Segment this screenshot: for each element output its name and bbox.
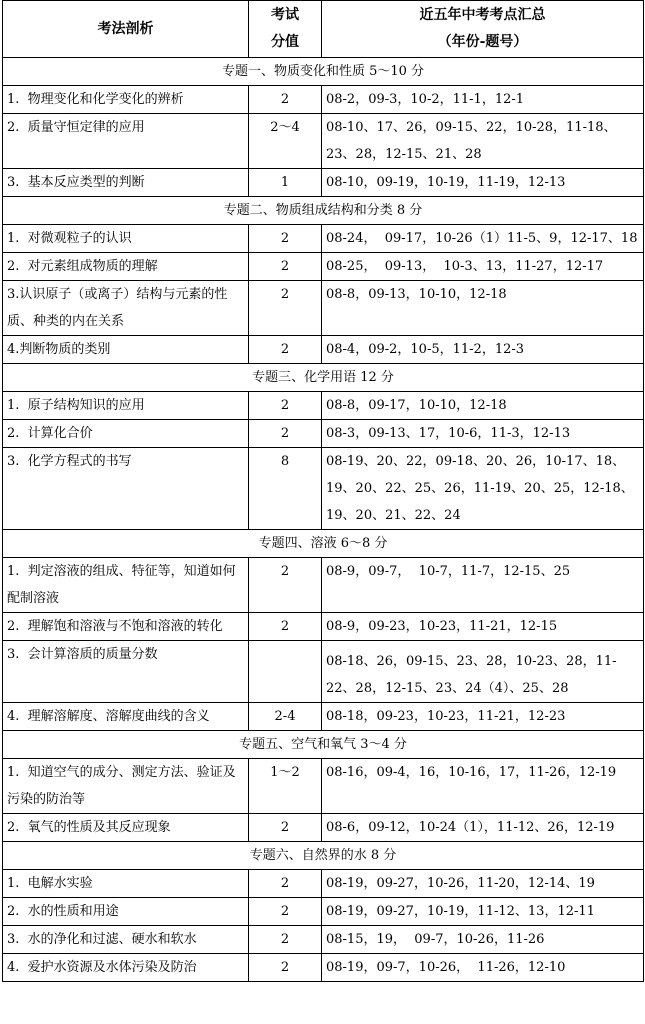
item-cell: 3.认识原子（或离子）结构与元素的性质、种类的内在关系 [3,281,249,336]
header-score-line2: 分值 [271,34,299,50]
table-row [3,253,644,281]
item-cell: 2. 理解饱和溶液与不饱和溶液的转化 [3,613,249,641]
codes-cell: 08-25， 09-13， 10-3、13，11-27，12-17 [322,253,644,281]
section-row [3,842,644,870]
section-title: 专题六、自然界的水 8 分 [3,842,644,870]
table-row [3,225,644,253]
header-codes [322,1,644,58]
section-title: 专题五、空气和氧气 3～4 分 [3,731,644,759]
item-cell: 2. 对元素组成物质的理解 [3,253,249,281]
score-cell: 2 [249,814,322,842]
table-row [3,392,644,420]
table-row [3,870,644,898]
section-row [3,530,644,558]
header-score-line1: 考试 [271,7,299,23]
codes-cell: 08-18，09-23，10-23，11-21，12-23 [322,703,644,731]
header-analysis: 考法剖析 [3,1,249,58]
score-cell: 2 [249,870,322,898]
score-cell: 1 [249,169,322,197]
score-cell: 2-4 [249,703,322,731]
table-row [3,281,644,336]
item-cell: 1. 电解水实验 [3,870,249,898]
header-codes-line1: 近五年中考考点汇总 [419,7,546,23]
codes-cell: 08-6，09-12，10-24（1），11-12、26，12-19 [322,814,644,842]
score-cell: 2 [249,86,322,114]
score-cell: 2 [249,336,322,364]
codes-cell: 08-2，09-3，10-2，11-1，12-1 [322,86,644,114]
table-row [3,558,644,613]
item-cell: 2. 氧气的性质及其反应现象 [3,814,249,842]
table-row [3,169,644,197]
item-cell: 1. 原子结构知识的应用 [3,392,249,420]
section-row [3,364,644,392]
table-row [3,641,644,703]
codes-cell: 08-9，09-7， 10-7，11-7，12-15、25 [322,558,644,613]
section-title: 专题三、化学用语 12 分 [3,364,644,392]
item-cell: 4. 理解溶解度、溶解度曲线的含义 [3,703,249,731]
score-cell: 2 [249,281,322,336]
item-cell: 2. 计算化合价 [3,420,249,448]
table-row [3,926,644,954]
score-cell [249,641,322,703]
item-cell: 3. 基本反应类型的判断 [3,169,249,197]
item-cell: 3. 水的净化和过滤、硬水和软水 [3,926,249,954]
item-cell: 4.判断物质的类别 [3,336,249,364]
item-cell: 2. 水的性质和用途 [3,898,249,926]
table-row [3,898,644,926]
codes-cell: 08-9，09-23，10-23，11-21，12-15 [322,613,644,641]
codes-cell: 08-16，09-4，16，10-16，17，11-26，12-19 [322,759,644,814]
table-row [3,336,644,364]
score-cell: 2 [249,558,322,613]
codes-cell: 08-19，09-27，10-26，11-20，12-14、19 [322,870,644,898]
table-row [3,114,644,169]
item-cell: 1. 知道空气的成分、测定方法、验证及污染的防治等 [3,759,249,814]
codes-cell: 08-18、26，09-15、23、28，10-23、28，11-22、28，12-15、23、24（4）、25、28 [322,641,644,703]
section-title: 专题一、物质变化和性质 5～10 分 [3,58,644,86]
score-cell: 2 [249,392,322,420]
section-row [3,197,644,225]
section-row [3,731,644,759]
score-cell: 8 [249,448,322,530]
score-cell: 2 [249,420,322,448]
table-row [3,86,644,114]
table-row [3,420,644,448]
table-row [3,613,644,641]
item-cell: 3. 化学方程式的书写 [3,448,249,530]
item-cell: 4. 爱护水资源及水体污染及防治 [3,954,249,982]
score-cell: 2～4 [249,114,322,169]
table-row [3,759,644,814]
codes-cell: 08-8，09-13，10-10，12-18 [322,281,644,336]
score-cell: 2 [249,898,322,926]
codes-cell: 08-3，09-13、17，10-6，11-3，12-13 [322,420,644,448]
table-row [3,954,644,982]
table-row [3,703,644,731]
item-cell: 1. 物理变化和化学变化的辨析 [3,86,249,114]
score-cell: 2 [249,954,322,982]
codes-cell: 08-8，09-17，10-10，12-18 [322,392,644,420]
codes-cell: 08-19，09-7，10-26， 11-26，12-10 [322,954,644,982]
codes-cell: 08-10、17、26，09-15、22，10-28，11-18、23、28，12-15、21、28 [322,114,644,169]
codes-cell: 08-4，09-2，10-5，11-2，12-3 [322,336,644,364]
item-cell: 2. 质量守恒定律的应用 [3,114,249,169]
table-row [3,448,644,530]
section-title: 专题二、物质组成结构和分类 8 分 [3,197,644,225]
codes-cell: 08-15，19， 09-7，10-26，11-26 [322,926,644,954]
codes-cell: 08-24， 09-17，10-26（1）11-5、9，12-17、18 [322,225,644,253]
codes-cell: 08-10，09-19，10-19，11-19，12-13 [322,169,644,197]
item-cell: 1. 判定溶液的组成、特征等，知道如何配制溶液 [3,558,249,613]
table-header-row [3,1,644,58]
score-cell: 1～2 [249,759,322,814]
score-cell: 2 [249,613,322,641]
section-row [3,58,644,86]
item-cell: 1. 对微观粒子的认识 [3,225,249,253]
exam-analysis-table-wrapper [2,0,644,982]
item-cell: 3. 会计算溶质的质量分数 [3,641,249,703]
table-row [3,814,644,842]
score-cell: 2 [249,253,322,281]
score-cell: 2 [249,225,322,253]
codes-cell: 08-19、20、22，09-18、20、26，10-17、18、19、20、22、25、26，11-19、20、25，12-18、19、20、21、22、24 [322,448,644,530]
exam-analysis-table [2,0,644,982]
codes-cell: 08-19，09-27，10-19，11-12、13，12-11 [322,898,644,926]
header-codes-line2: （年份-题号） [437,34,528,50]
header-score [249,1,322,58]
score-cell: 2 [249,926,322,954]
section-title: 专题四、溶液 6～8 分 [3,530,644,558]
